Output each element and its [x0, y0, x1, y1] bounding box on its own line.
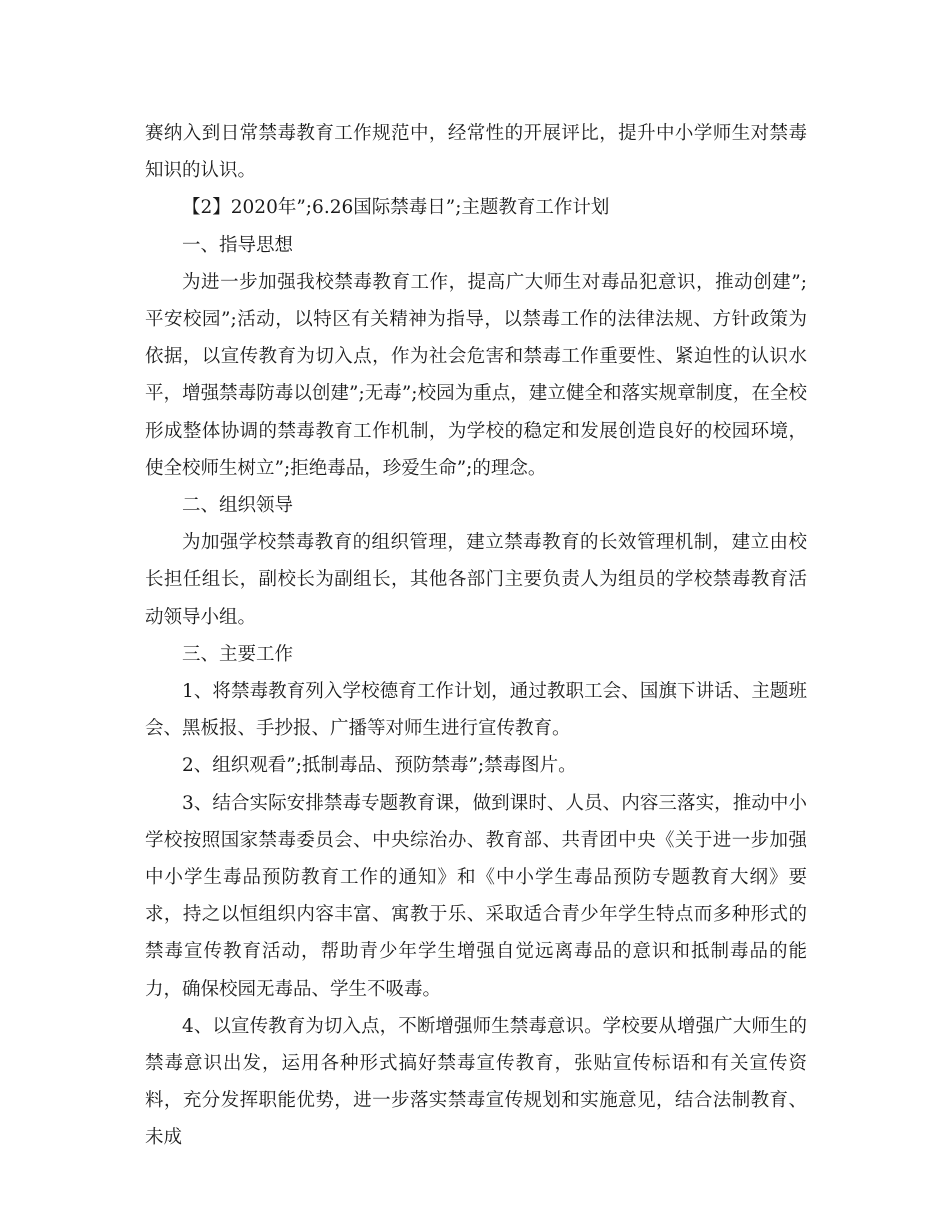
paragraph-guiding-ideology: 为进一步加强我校禁毒教育工作，提高广大师生对毒品犯意识，推动创建”;平安校园”;活动，以特区有关精神为指导，以禁毒工作的法律法规、方针政策为依据，以宣传教育为切入点，作为社会危害和禁毒工作重要性、紧迫性的认识水平，增强禁毒防毒以创建”;无毒”;校园为重点，建立健全和落实规章制度，在全校形成整体协调的禁毒教育工作机制，为学校的稳定和发展创造良好的校园环境，使全校师生树立”;拒绝毒品，珍爱生命”;的理念。 — [145, 271, 807, 479]
list-item-4: 4、以宣传教育为切入点，不断增强师生禁毒意识。学校要从增强广大师生的禁毒意识出发，运用各种形式搞好禁毒宣传教育，张贴宣传标语和有关宣传资料，充分发挥职能优势，进一步落实禁毒宣传规划和实施意见，结合法制教育、未成 — [145, 1015, 807, 1149]
list-item-1: 1、将禁毒教育列入学校德育工作计划，通过教职工会、国旗下讲话、主题班会、黑板报、手抄报、广播等对师生进行宣传教育。 — [145, 681, 807, 740]
paragraph-continuation: 赛纳入到日常禁毒教育工作规范中，经常性的开展评比，提升中小学师生对禁毒知识的认识。 — [145, 123, 807, 182]
section-title-plan: 【2】2020年”;6.26国际禁毒日”;主题教育工作计划 — [182, 197, 610, 219]
heading-main-work: 三、主要工作 — [182, 643, 294, 665]
list-item-2: 2、组织观看”;抵制毒品、预防禁毒”;禁毒图片。 — [182, 755, 577, 777]
list-item-3: 3、结合实际安排禁毒专题教育课，做到课时、人员、内容三落实，推动中小学校按照国家禁毒委员会、中央综治办、教育部、共青团中央《关于进一步加强中小学生毒品预防教育工作的通知》和《中小学生毒品预防专题教育大纲》要求，持之以恒组织内容丰富、寓教于乐、采取适合青少年学生特点而多种形式的禁毒宣传教育活动，帮助青少年学生增强自觉远离毒品的意识和抵制毒品的能力，确保校园无毒品、学生不吸毒。 — [145, 792, 807, 1000]
heading-guiding-ideology: 一、指导思想 — [182, 234, 294, 256]
document-body — [145, 115, 807, 1157]
heading-organization: 二、组织领导 — [182, 495, 294, 517]
paragraph-organization: 为加强学校禁毒教育的组织管理，建立禁毒教育的长效管理机制，建立由校长担任组长，副校长为副组长，其他各部门主要负责人为组员的学校禁毒教育活动领导小组。 — [145, 532, 807, 628]
